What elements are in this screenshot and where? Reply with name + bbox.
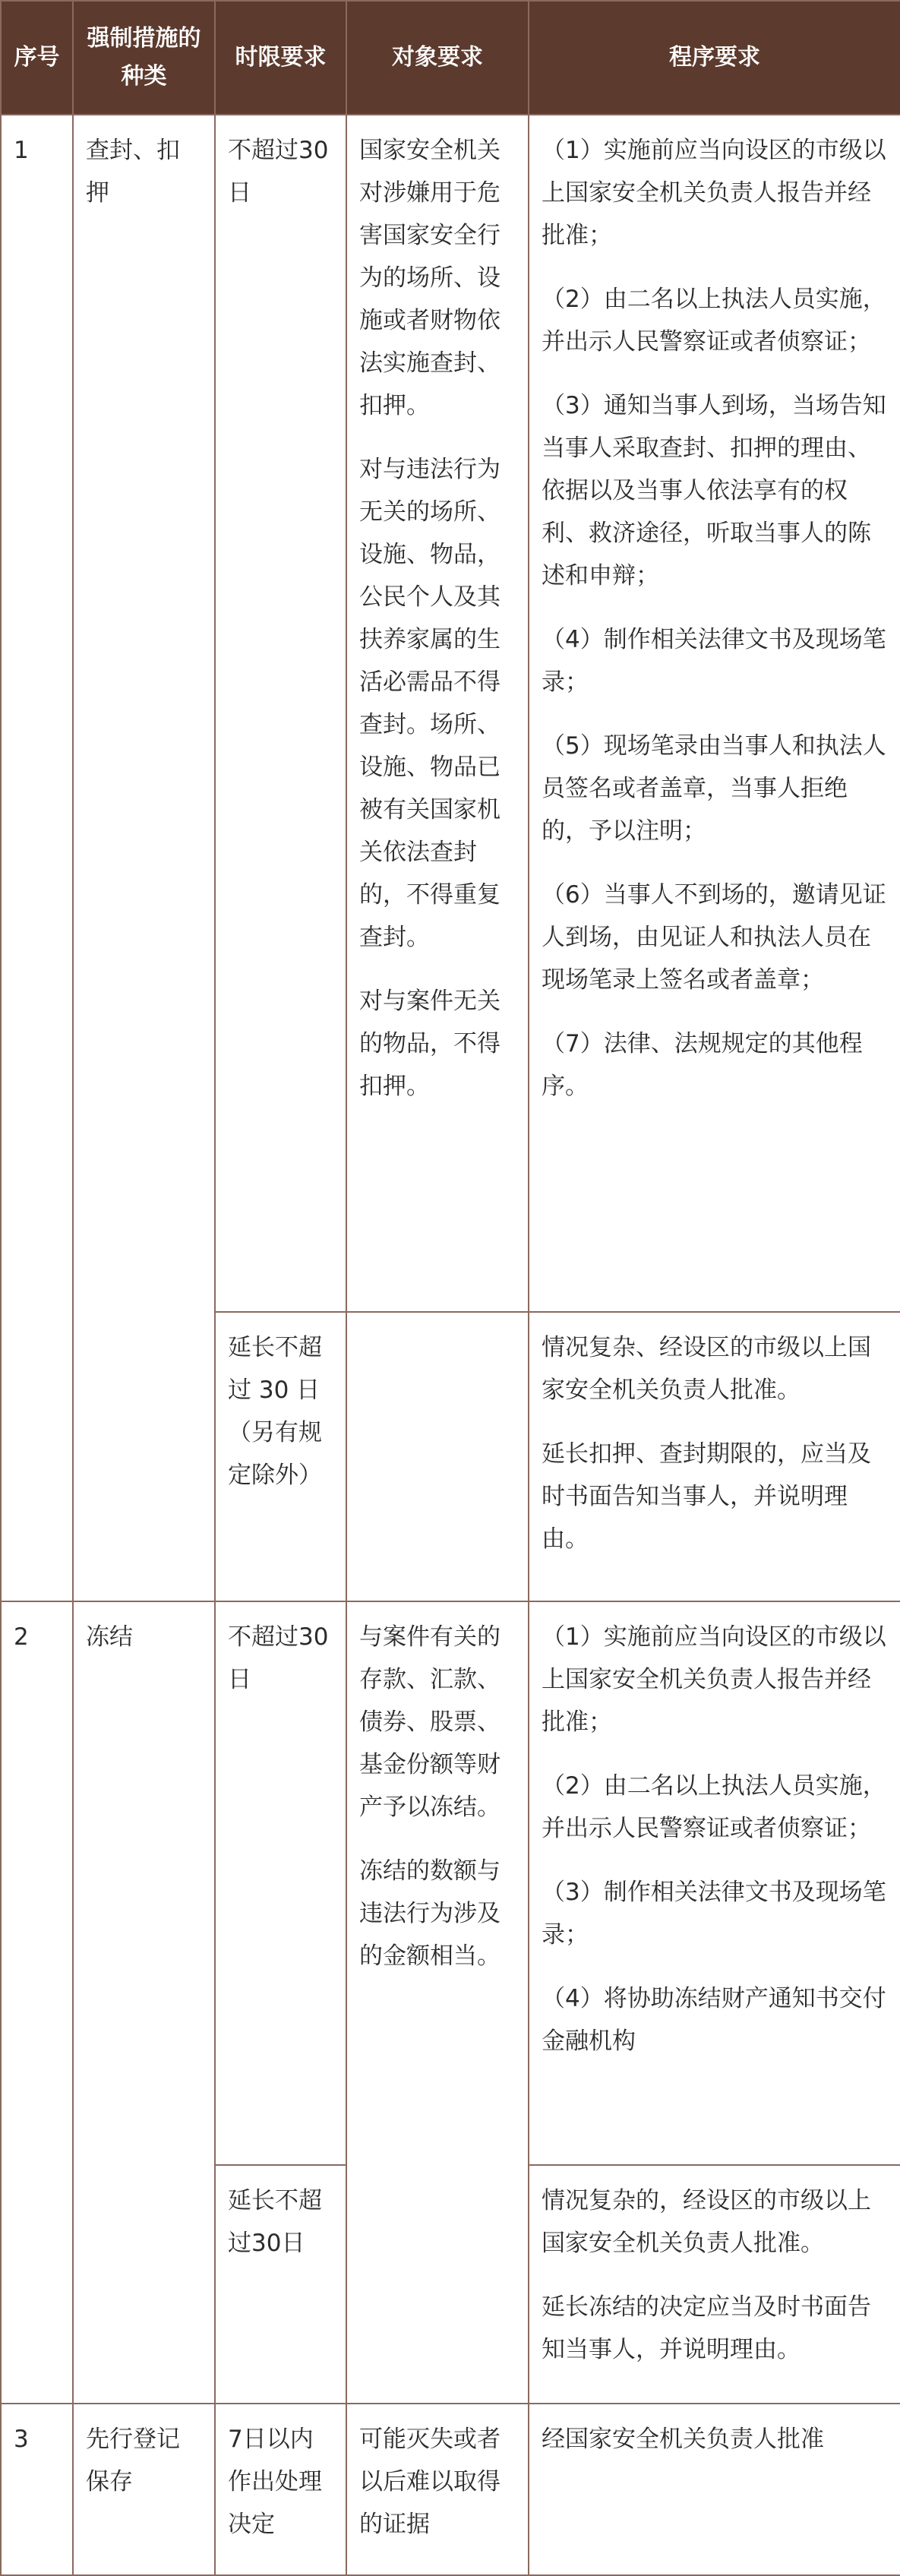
procedure-step: 延长扣押、查封期限的，应当及时书面告知当事人，并说明理由。: [542, 1440, 871, 1553]
procedure-step: （2）由二名以上执法人员实施，并出示人民警察证或者侦察证；: [542, 286, 886, 356]
cell-time: 不超过30日: [215, 1601, 346, 2165]
cell-index: 2: [1, 1601, 73, 2404]
procedure-step: （1）实施前应当向设区的市级以上国家安全机关负责人报告并经批准；: [542, 1623, 886, 1736]
cell-time: 不超过30日: [215, 115, 346, 1312]
header-row: [1, 1, 900, 115]
procedure-step: （1）实施前应当向设区的市级以上国家安全机关负责人报告并经批准；: [542, 137, 886, 249]
object-para: 国家安全机关对涉嫌用于危害国家安全行为的场所、设施或者财物依法实施查封、扣押。: [359, 137, 501, 419]
table-row-freeze: [1, 1601, 900, 2165]
table-row-seal: [1, 115, 900, 1312]
procedure-step: （5）现场笔录由当事人和执法人员签名或者盖章，当事人拒绝的，予以注明；: [542, 732, 886, 845]
header-object: 对象要求: [346, 1, 529, 115]
cell-index: 1: [1, 115, 73, 1601]
procedure-step: （3）制作相关法律文书及现场笔录；: [542, 1879, 886, 1949]
object-para: 与案件有关的存款、汇款、债券、股票、基金份额等财产予以冻结。: [359, 1623, 501, 1821]
cell-procedure-extension: [529, 2165, 900, 2404]
procedure-step: （4）制作相关法律文书及现场笔录；: [542, 626, 886, 696]
cell-time-extension: 延长不超过30日: [215, 2165, 346, 2404]
header-index: 序号: [1, 1, 73, 115]
procedure-step: （2）由二名以上执法人员实施，并出示人民警察证或者侦察证；: [542, 1772, 886, 1842]
header-procedure: 程序要求: [529, 1, 900, 115]
cell-procedure: 经国家安全机关负责人批准: [529, 2404, 900, 2575]
procedure-step: 延长冻结的决定应当及时书面告知当事人，并说明理由。: [542, 2293, 871, 2363]
object-para: 对与案件无关的物品，不得扣押。: [359, 988, 501, 1100]
cell-procedure-extension: [529, 1312, 900, 1601]
cell-time: 7日以内作出处理决定: [215, 2404, 346, 2575]
object-para: 对与违法行为无关的场所、设施、物品，公民个人及其扶养家属的生活必需品不得查封。场所、设施、物品已被有关国家机关依法查封的，不得重复查封。: [359, 456, 501, 951]
procedure-step: （3）通知当事人到场，当场告知当事人采取查封、扣押的理由、依据以及当事人依法享有的权利、救济途径，听取当事人的陈述和申辩；: [542, 392, 886, 589]
cell-object: [346, 115, 529, 1312]
cell-procedure: [529, 115, 900, 1312]
cell-type: 冻结: [73, 1601, 215, 2404]
header-time: 时限要求: [215, 1, 346, 115]
cell-object-empty: [346, 1312, 529, 1601]
table-row-preserve: [1, 2404, 900, 2575]
object-para: 冻结的数额与违法行为涉及的金额相当。: [359, 1857, 501, 1970]
procedure-step: 情况复杂的，经设区的市级以上国家安全机关负责人批准。: [542, 2187, 871, 2257]
cell-time-extension: 延长不超过 30 日（另有规定除外）: [215, 1312, 346, 1601]
cell-object: [346, 1601, 529, 2404]
cell-type: 查封、扣押: [73, 115, 215, 1601]
procedure-step: （6）当事人不到场的，邀请见证人到场，由见证人和执法人员在现场笔录上签名或者盖章；: [542, 881, 886, 994]
procedure-step: （7）法律、法规规定的其他程序。: [542, 1030, 863, 1100]
cell-index: 3: [1, 2404, 73, 2575]
procedure-step: 情况复杂、经设区的市级以上国家安全机关负责人批准。: [542, 1334, 871, 1404]
procedure-step: （4）将协助冻结财产通知书交付金融机构: [542, 1985, 886, 2055]
cell-procedure: [529, 1601, 900, 2165]
cell-object: 可能灭失或者以后难以取得的证据: [346, 2404, 529, 2575]
header-type: 强制措施的种类: [73, 1, 215, 115]
cell-type: 先行登记保存: [73, 2404, 215, 2575]
